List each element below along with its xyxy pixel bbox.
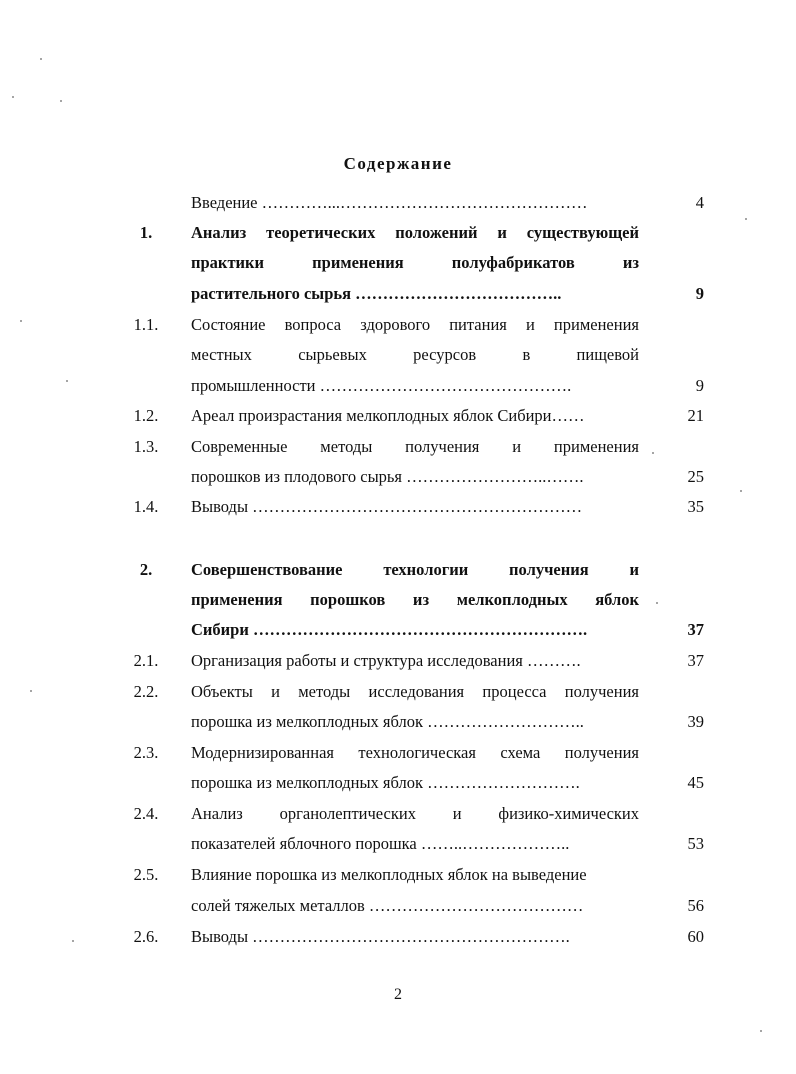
page-number: 2 (394, 986, 402, 1003)
toc-entry-text: применения порошков из мелкоплодных яблок (191, 590, 639, 609)
toc-entry-number: 2.3. (133, 743, 159, 762)
toc-title: Содержание (343, 154, 453, 173)
toc-entry-text: Современные методы получения и применения (191, 437, 639, 456)
toc-entry-2-5[interactable] (0, 860, 796, 890)
toc-entry-text: показателей яблочного порошка ……..……………….. (191, 834, 570, 853)
toc-entry-number: 2.4. (133, 804, 159, 823)
toc-page-number: 4 (695, 193, 704, 212)
toc-entry-2-2-line-2 (0, 707, 796, 737)
toc-entry-text: порошка из мелкоплодных яблок ……………………….. (191, 712, 584, 731)
toc-entry-chapter-1-line-2 (0, 248, 796, 278)
toc-page-number: 39 (687, 712, 704, 731)
toc-entry-1-4[interactable] (0, 492, 796, 522)
toc-entry-1-2[interactable] (0, 401, 796, 431)
toc-entry-2-4[interactable] (0, 799, 796, 829)
toc-entry-intro[interactable] (0, 188, 796, 218)
toc-page-number: 60 (687, 927, 704, 946)
toc-entry-text: Ареал произрастания мелкоплодных яблок Сибири…… (191, 406, 585, 425)
toc-entry-text: порошков из плодового сырья ……………………..……. (191, 467, 584, 486)
toc-entry-text: Объекты и методы исследования процесса получения (191, 682, 639, 701)
toc-entry-text: Анализ органолептических и физико-химических (191, 804, 639, 823)
toc-entry-text: растительного сырья ……………………………….. (191, 284, 562, 303)
toc-entry-1-3-line-2 (0, 462, 796, 492)
toc-entry-text: Состояние вопроса здорового питания и применения (191, 315, 639, 334)
scan-speck (745, 218, 747, 220)
toc-entry-2-6[interactable] (0, 922, 796, 952)
toc-entry-text: Совершенствование технологии получения и (191, 560, 639, 579)
scan-speck (60, 100, 62, 102)
toc-entry-text: Введение …………...……………………………………… (191, 193, 588, 212)
toc-entry-text: Анализ теоретических положений и существующей (191, 223, 639, 242)
scan-speck (760, 1030, 762, 1032)
toc-page-number: 37 (687, 651, 704, 670)
toc-entry-chapter-2-line-2 (0, 585, 796, 615)
toc-entry-text: Модернизированная технологическая схема получения (191, 743, 639, 762)
toc-entry-1-1[interactable] (0, 310, 796, 340)
toc-entry-text: Выводы …………………………………………………… (191, 497, 583, 516)
toc-entry-text: Организация работы и структура исследования ………. (191, 651, 581, 670)
toc-page-number: 37 (687, 620, 704, 639)
toc-entry-number: 2.1. (133, 651, 159, 670)
toc-entry-number: 1.3. (133, 437, 159, 456)
toc-page-number: 9 (695, 376, 704, 395)
toc-entry-chapter-2[interactable] (0, 555, 796, 585)
toc-page-number: 25 (687, 467, 704, 486)
scan-speck (20, 320, 22, 322)
toc-entry-chapter-2-line-3 (0, 615, 796, 645)
toc-entry-chapter-1[interactable] (0, 218, 796, 248)
toc-entry-number: 1.2. (133, 406, 159, 425)
scan-speck (66, 380, 68, 382)
scan-speck (652, 452, 654, 454)
toc-entry-text: солей тяжелых металлов ………………………………… (191, 896, 584, 915)
toc-entry-number: 2. (139, 560, 153, 579)
toc-entry-1-1-line-3 (0, 371, 796, 401)
toc-entry-number: 2.6. (133, 927, 159, 946)
scan-speck (30, 690, 32, 692)
toc-entry-2-2[interactable] (0, 677, 796, 707)
scan-speck (72, 940, 74, 942)
toc-entry-number: 1.1. (133, 315, 159, 334)
toc-page-number: 35 (687, 497, 704, 516)
toc-entry-1-1-line-2 (0, 340, 796, 370)
scan-speck (12, 96, 14, 98)
toc-entry-2-5-line-2 (0, 891, 796, 921)
toc-entry-2-3[interactable] (0, 738, 796, 768)
scan-speck (740, 490, 742, 492)
scan-speck (40, 58, 42, 60)
toc-entry-text: промышленности ………………………………………. (191, 376, 572, 395)
toc-entry-chapter-1-line-3 (0, 279, 796, 309)
toc-entry-number: 2.5. (133, 865, 159, 884)
toc-page-number: 9 (695, 284, 704, 303)
toc-entry-number: 1. (139, 223, 153, 242)
toc-page-number: 53 (687, 834, 704, 853)
toc-entry-text: Сибири ……………………………………………………. (191, 620, 588, 639)
toc-entry-2-3-line-2 (0, 768, 796, 798)
toc-entry-text: порошка из мелкоплодных яблок ………………………. (191, 773, 580, 792)
toc-entry-2-4-line-2 (0, 829, 796, 859)
toc-page-number: 21 (687, 406, 704, 425)
toc-entry-1-3[interactable] (0, 432, 796, 462)
toc-entry-number: 2.2. (133, 682, 159, 701)
toc-entry-text: Влияние порошка из мелкоплодных яблок на выведение (191, 865, 587, 884)
toc-page-number: 45 (687, 773, 704, 792)
toc-page-number: 56 (687, 896, 704, 915)
toc-entry-number: 1.4. (133, 497, 159, 516)
toc-entry-text: местных сырьевых ресурсов в пищевой (191, 345, 639, 364)
toc-entry-2-1[interactable] (0, 646, 796, 676)
scan-speck (656, 602, 658, 604)
toc-entry-text: Выводы …………………………………………………. (191, 927, 570, 946)
toc-entry-text: практики применения полуфабрикатов из (191, 253, 639, 272)
